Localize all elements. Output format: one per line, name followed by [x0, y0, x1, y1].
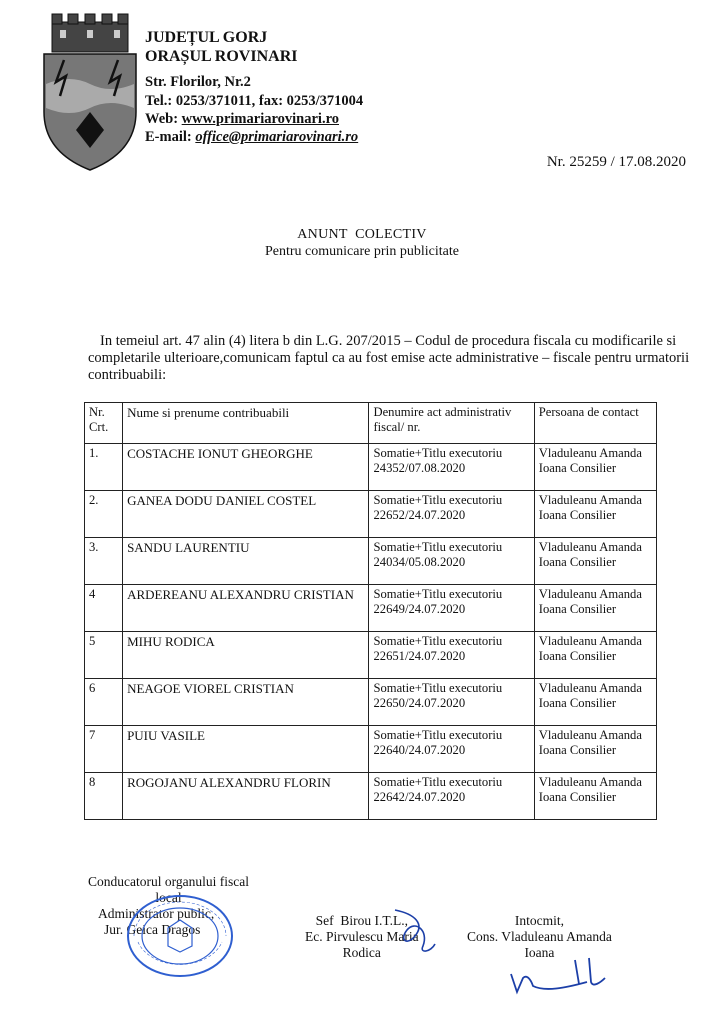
cell-contact: Vladuleanu Amanda Ioana Consilier	[534, 679, 656, 726]
cell-contact: Vladuleanu Amanda Ioana Consilier	[534, 773, 656, 820]
cell-name: COSTACHE IONUT GHEORGHE	[123, 444, 369, 491]
header-contact: Persoana de contact	[534, 403, 656, 444]
cell-contact: Vladuleanu Amanda Ioana Consilier	[534, 726, 656, 773]
cell-act: Somatie+Titlu executoriu 22649/24.07.2020	[369, 585, 534, 632]
cell-nr: 8	[85, 773, 123, 820]
phone-fax: Tel.: 0253/371011, fax: 0253/371004	[145, 93, 364, 109]
sig2-line1: Sef Birou I.T.L.,	[315, 913, 408, 928]
table-row	[85, 585, 657, 632]
cell-act: Somatie+Titlu executoriu 22642/24.07.2020	[369, 773, 534, 820]
cell-contact: Vladuleanu Amanda Ioana Consilier	[534, 444, 656, 491]
cell-name: NEAGOE VIOREL CRISTIAN	[123, 679, 369, 726]
sig1-line1: Conducatorul organului fiscal	[88, 874, 249, 889]
sig1-line4: Jur. Geica Dragos	[104, 922, 201, 937]
town-name: ORAȘUL ROVINARI	[145, 48, 298, 65]
cell-name: ROGOJANU ALEXANDRU FLORIN	[123, 773, 369, 820]
signature-scribble-icon	[505, 952, 615, 1002]
table-row	[85, 726, 657, 773]
cell-contact: Vladuleanu Amanda Ioana Consilier	[534, 585, 656, 632]
cell-act: Somatie+Titlu executoriu 24034/05.08.2020	[369, 538, 534, 585]
cell-name: PUIU VASILE	[123, 726, 369, 773]
cell-name: ARDEREANU ALEXANDRU CRISTIAN	[123, 585, 369, 632]
sig1-line2: local	[155, 890, 182, 905]
cell-nr: 2.	[85, 491, 123, 538]
table-row	[85, 773, 657, 820]
coat-of-arms-icon	[40, 12, 140, 172]
cell-nr: 5	[85, 632, 123, 679]
header-act: Denumire act administrativ fiscal/ nr.	[369, 403, 534, 444]
cell-act: Somatie+Titlu executoriu 22651/24.07.2020	[369, 632, 534, 679]
sig2-line3: Rodica	[342, 945, 381, 960]
header-nr: Nr. Crt.	[85, 403, 123, 444]
header-name: Nume si prenume contribuabili	[123, 403, 369, 444]
registration-number: Nr. 25259 / 17.08.2020	[546, 154, 686, 170]
official-stamp-icon	[124, 892, 236, 980]
cell-nr: 1.	[85, 444, 123, 491]
web-line	[145, 111, 339, 128]
cell-name: MIHU RODICA	[123, 632, 369, 679]
table-row	[85, 444, 657, 491]
table-row	[85, 679, 657, 726]
table-header-row	[85, 403, 657, 444]
cell-contact: Vladuleanu Amanda Ioana Consilier	[534, 491, 656, 538]
web-label: Web:	[145, 111, 182, 127]
cell-act: Somatie+Titlu executoriu 22640/24.07.2020	[369, 726, 534, 773]
intro-paragraph	[88, 333, 698, 384]
cell-act: Somatie+Titlu executoriu 22650/24.07.2020	[369, 679, 534, 726]
cell-contact: Vladuleanu Amanda Ioana Consilier	[534, 632, 656, 679]
sig3-line3: Ioana	[524, 945, 555, 960]
sig1-line3: Administrator public,	[98, 906, 215, 921]
sig2-line2: Ec. Pirvulescu Maria	[305, 929, 419, 944]
document-title: ANUNT COLECTIV	[297, 227, 427, 242]
sig3-line1: Intocmit,	[514, 913, 564, 928]
email-link[interactable]: office@primariarovinari.ro	[195, 129, 359, 145]
cell-nr: 7	[85, 726, 123, 773]
cell-act: Somatie+Titlu executoriu 22652/24.07.2020	[369, 491, 534, 538]
cell-name: SANDU LAURENTIU	[123, 538, 369, 585]
taxpayers-table	[84, 402, 657, 820]
sig3-line2: Cons. Vladuleanu Amanda	[467, 929, 612, 944]
county-name: JUDEȚUL GORJ	[145, 29, 268, 46]
web-link[interactable]: www.primariarovinari.ro	[181, 111, 339, 127]
email-label: E-mail:	[145, 129, 196, 145]
cell-name: GANEA DODU DANIEL COSTEL	[123, 491, 369, 538]
table-row	[85, 632, 657, 679]
table-row	[85, 538, 657, 585]
table-row	[85, 491, 657, 538]
cell-nr: 4	[85, 585, 123, 632]
signature-scribble-icon	[385, 900, 445, 960]
email-line	[145, 129, 358, 146]
intro-text: In temeiul art. 47 alin (4) litera b din L.G. 207/2015 – Codul de procedura fiscala cu modificarile si completarile ulterioare,comunicam faptul ca au fost emise acte administrative – fiscale pentru urmatorii contribuabili:	[88, 333, 690, 383]
address: Str. Florilor, Nr.2	[145, 74, 251, 90]
document-subtitle: Pentru comunicare prin publicitate	[265, 244, 459, 259]
cell-nr: 3.	[85, 538, 123, 585]
cell-act: Somatie+Titlu executoriu 24352/07.08.2020	[369, 444, 534, 491]
cell-nr: 6	[85, 679, 123, 726]
cell-contact: Vladuleanu Amanda Ioana Consilier	[534, 538, 656, 585]
